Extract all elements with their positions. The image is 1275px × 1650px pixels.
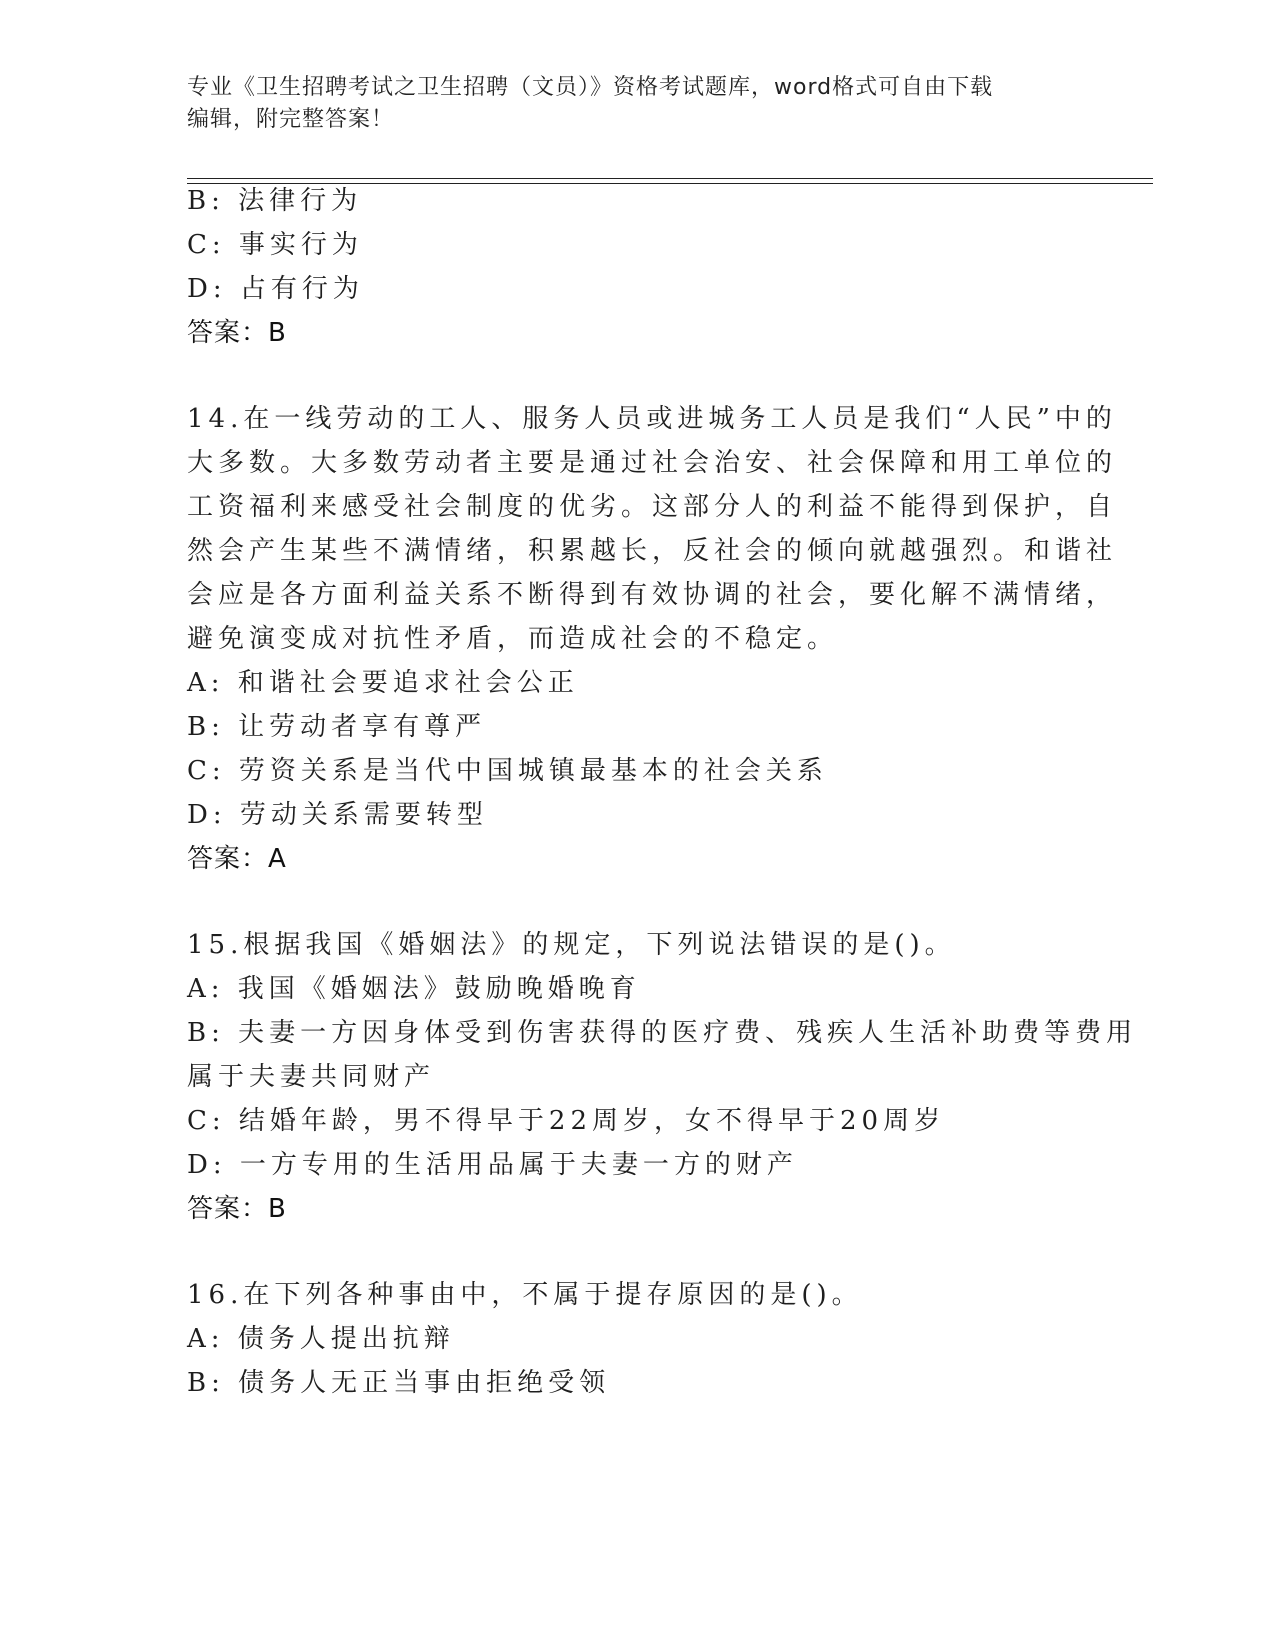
q14-stem-line-6: 避免演变成对抗性矛盾，而造成社会的不稳定。 — [187, 624, 839, 654]
q16-stem: 16.在下列各种事由中，不属于提存原因的是()。 — [187, 1280, 863, 1310]
header-line-2: 编辑，附完整答案！ — [187, 107, 395, 132]
q14-stem-line-4: 然会产生某些不满情绪，积累越长，反社会的倾向就越强烈。和谐社 — [187, 536, 1118, 566]
q14-answer: 答案：A — [187, 844, 287, 874]
q14-option-d: D: 劳动关系需要转型 — [187, 800, 488, 830]
q15-option-a: A: 我国《婚姻法》鼓励晚婚晚育 — [187, 974, 641, 1004]
q14-stem-line-1: 14.在一线劳动的工人、服务人员或进城务工人员是我们“人民”中的 — [187, 404, 1117, 434]
q15-option-b-line-1: B: 夫妻一方因身体受到伤害获得的医疗费、残疾人生活补助费等费用 — [187, 1018, 1138, 1048]
header-divider-top — [187, 178, 1153, 179]
q14-stem-line-5: 会应是各方面利益关系不断得到有效协调的社会，要化解不满情绪， — [187, 580, 1118, 610]
q13-option-c: C: 事实行为 — [187, 230, 363, 260]
q15-answer: 答案：B — [187, 1194, 287, 1224]
q14-option-c: C: 劳资关系是当代中国城镇最基本的社会关系 — [187, 756, 828, 786]
header-line-1: 专业《卫生招聘考试之卫生招聘（文员）》资格考试题库，word格式可自由下载 — [187, 75, 994, 100]
q15-option-b-line-2: 属于夫妻共同财产 — [187, 1062, 436, 1092]
q16-option-b: B: 债务人无正当事由拒绝受领 — [187, 1368, 611, 1398]
q14-stem-line-3: 工资福利来感受社会制度的优劣。这部分人的利益不能得到保护，自 — [187, 492, 1118, 522]
q15-option-c: C: 结婚年龄，男不得早于22周岁，女不得早于20周岁 — [187, 1106, 946, 1136]
q13-option-d: D: 占有行为 — [187, 274, 364, 304]
document-header — [187, 72, 1087, 136]
q14-stem-line-2: 大多数。大多数劳动者主要是通过社会治安、社会保障和用工单位的 — [187, 448, 1118, 478]
q15-stem: 15.根据我国《婚姻法》的规定，下列说法错误的是()。 — [187, 930, 956, 960]
q13-option-b: B: 法律行为 — [187, 186, 363, 216]
q14-option-a: A: 和谐社会要追求社会公正 — [187, 668, 579, 698]
q15-option-d: D: 一方专用的生活用品属于夫妻一方的财产 — [187, 1150, 798, 1180]
q16-option-a: A: 债务人提出抗辩 — [187, 1324, 455, 1354]
q14-option-b: B: 让劳动者享有尊严 — [187, 712, 487, 742]
q13-answer: 答案：B — [187, 318, 287, 348]
